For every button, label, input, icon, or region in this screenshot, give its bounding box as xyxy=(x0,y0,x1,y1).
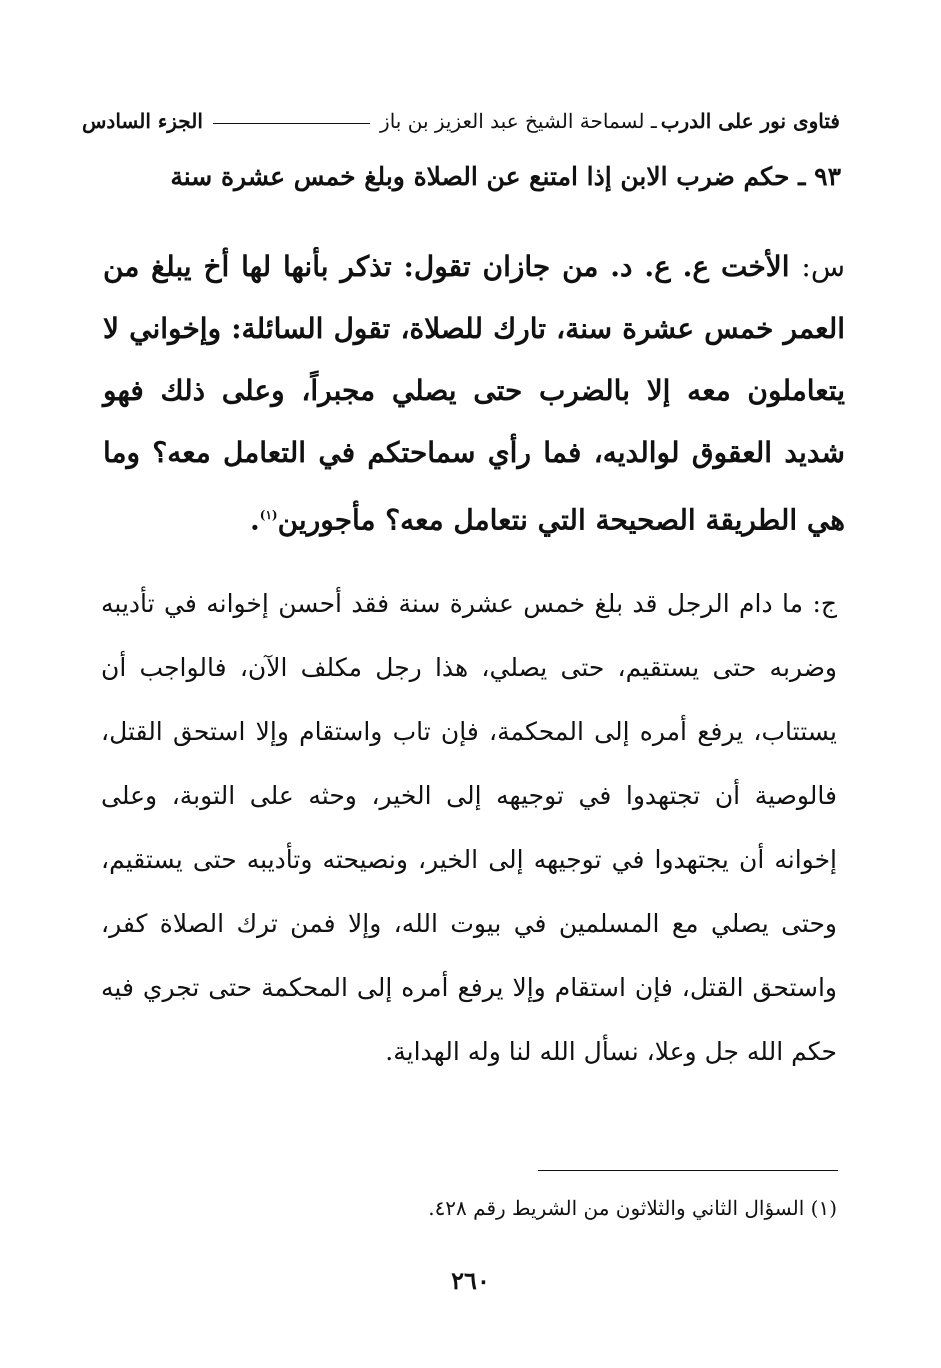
book-author: ـ لسماحة الشيخ عبد العزيز بن باز xyxy=(380,109,657,133)
page-number: ٢٦٠ xyxy=(451,1266,490,1295)
footnote-separator xyxy=(538,1170,838,1171)
header-rule xyxy=(213,123,370,124)
running-header xyxy=(82,104,840,138)
question-end: . xyxy=(250,503,260,537)
footnote: (١) السؤال الثاني والثلاثون من الشريط رقم ٤٢٨. xyxy=(428,1196,837,1220)
question-block xyxy=(103,236,845,551)
answer-text: ما دام الرجل قد بلغ خمس عشرة سنة فقد أحسن إخوانه في تأديبه وضربه حتى يستقيم، حتى يصلي، هذا رجل مكلف الآن، فالواجب أن يستتاب، يرفع أمره إلى المحكمة، فإن تاب واستقام وإلا استحق القتل، فالوصية أن تجتهدوا في توجيهه إلى الخير، وحثه على التوبة، وعلى إخوانه أن يجتهدوا في توجيهه إلى الخير، ونصيحته وتأديبه حتى يستقيم، وحتى يصلي مع المسلمين في بيوت الله، وإلا فمن ترك الصلاة كفر، واستحق القتل، فإن استقام وإلا يرفع أمره إلى المحكمة حتى تجري فيه حكم الله جل وعلا، نسأل الله لنا وله الهداية. xyxy=(101,589,837,1066)
fatwa-title: ٩٣ ـ حكم ضرب الابن إذا امتنع عن الصلاة وبلغ خمس عشرة سنة xyxy=(170,162,841,191)
question-label: س: xyxy=(801,250,846,283)
volume-label: الجزء السادس xyxy=(82,109,203,133)
answer-label: ج: xyxy=(812,589,837,618)
question-text: الأخت ع. ع. د. من جازان تقول: تذكر بأنها لها أخ يبلغ من العمر خمس عشرة سنة، تارك للصلاة، تقول السائلة: وإخواني لا يتعاملون معه إلا بالضرب حتى يصلي مجبراً، وعلى ذلك فهو شديد العقوق لوالديه، فما رأي سماحتكم في التعامل معه؟ وما هي الطريقة الصحيحة التي نتعامل معه؟ مأجورين xyxy=(103,250,845,537)
footnote-reference[interactable]: (١) xyxy=(259,508,278,522)
answer-block xyxy=(101,572,837,1084)
book-series-title: فتاوى نور على الدرب xyxy=(660,109,840,133)
